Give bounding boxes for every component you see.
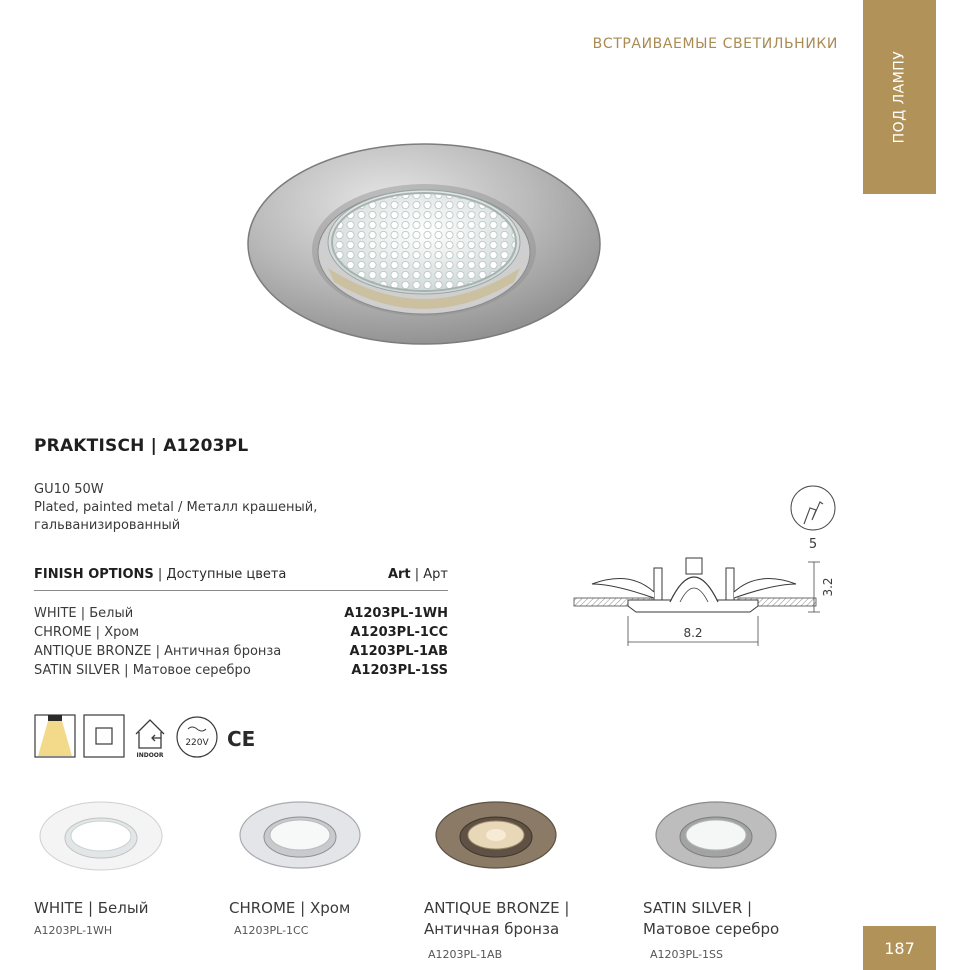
finish-name: CHROME | Хром xyxy=(34,625,140,640)
art-label: Art | Арт xyxy=(387,567,448,582)
category-heading: ВСТРАИВАЕМЫЕ СВЕТИЛЬНИКИ xyxy=(592,36,838,52)
class-ii-square-icon xyxy=(84,715,124,757)
variant-code: A1203PL-1CC xyxy=(234,924,309,937)
variant-caption: ANTIQUE BRONZE | xyxy=(424,899,570,917)
variant-code: A1203PL-1WH xyxy=(34,924,113,937)
variant-caption: SATIN SILVER | xyxy=(643,899,753,917)
voltage-label: 220V xyxy=(185,738,209,748)
material-spec-line2: гальванизированный xyxy=(34,518,181,533)
finish-code: A1203PL-1SS xyxy=(351,663,448,678)
section-tab-label: ПОД ЛАМПУ xyxy=(891,50,908,144)
lamp-spec: GU10 50W xyxy=(34,482,104,497)
height-value: 3.2 xyxy=(821,577,835,597)
finish-code: A1203PL-1CC xyxy=(350,625,448,640)
section-tab-label-wrap xyxy=(863,0,936,194)
width-value: 8.2 xyxy=(683,626,703,640)
finish-row xyxy=(34,625,448,643)
technical-drawing xyxy=(570,480,840,650)
finish-row xyxy=(34,644,448,662)
callout-dimension: 5 xyxy=(808,537,818,552)
finish-name: ANTIQUE BRONZE | Античная бронза xyxy=(34,644,282,659)
variant-caption: CHROME | Хром xyxy=(229,899,351,917)
variant-caption-line2: Античная бронза xyxy=(424,920,560,938)
variant-code: A1203PL-1AB xyxy=(428,948,503,961)
variant-thumbnail-satin-silver xyxy=(654,800,778,870)
variant-thumbnail-chrome xyxy=(238,800,362,870)
variant-thumbnail-white xyxy=(38,800,164,872)
indoor-house-icon xyxy=(136,720,164,759)
variant-thumbnail-antique-bronze xyxy=(434,800,558,870)
finish-name: WHITE | Белый xyxy=(34,606,134,621)
finish-name: SATIN SILVER | Матовое серебро xyxy=(34,663,251,678)
variant-code: A1203PL-1SS xyxy=(650,948,724,961)
voltage-220v-icon xyxy=(177,717,217,757)
finish-row xyxy=(34,606,448,624)
feature-icons xyxy=(34,714,264,760)
ce-mark-icon: CE xyxy=(227,727,256,751)
variant-caption: WHITE | Белый xyxy=(34,899,149,917)
page-number: 187 xyxy=(863,926,936,970)
detail-callout xyxy=(791,486,835,552)
indoor-label: INDOOR xyxy=(136,752,164,759)
finish-code: A1203PL-1WH xyxy=(344,606,448,621)
finish-row xyxy=(34,663,448,681)
finish-options-header xyxy=(34,567,448,591)
finish-code: A1203PL-1AB xyxy=(349,644,448,659)
finish-options-label: FINISH OPTIONS | Доступные цвета xyxy=(34,567,287,582)
width-dimension xyxy=(628,616,758,646)
material-spec-line1: Plated, painted metal / Металл крашеный, xyxy=(34,500,318,515)
product-title: PRAKTISCH | A1203PL xyxy=(34,436,249,456)
hero-product-image xyxy=(246,140,602,350)
variant-caption-line2: Матовое серебро xyxy=(643,920,780,938)
light-beam-icon xyxy=(35,715,75,757)
